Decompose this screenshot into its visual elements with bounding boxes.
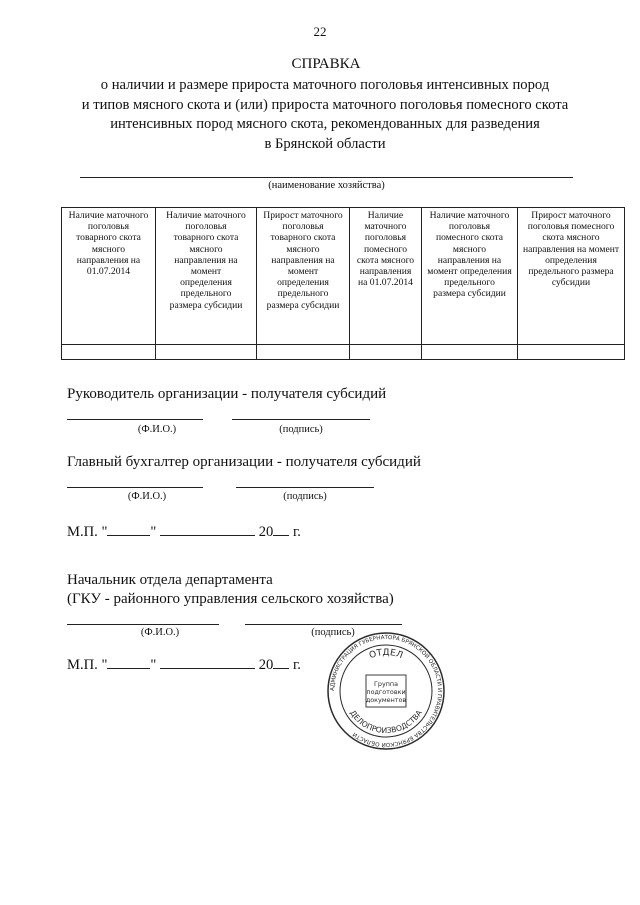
document-subtitle	[60, 76, 590, 154]
accountant-signature-line[interactable]	[236, 487, 374, 488]
stamp-center-line: подготовки	[366, 688, 406, 696]
subtitle-line: о наличии и размере прироста маточного поголовья интенсивных пород	[100, 77, 550, 93]
stamp-center-line: Группа	[373, 680, 399, 688]
page-number: 22	[313, 24, 327, 39]
accountant-signature-caption: (подпись)	[283, 491, 327, 502]
month-blank[interactable]	[160, 521, 255, 536]
stamp-center-line: документов	[365, 696, 407, 704]
table-cell[interactable]	[156, 345, 257, 360]
column-header: Наличие маточного поголовья товарного скота мясного направления на 01.07.2014	[62, 208, 156, 345]
day-blank[interactable]	[107, 654, 150, 669]
data-table	[61, 207, 625, 360]
mp-suffix: г.	[292, 657, 301, 673]
head-fio-caption: (Ф.И.О.)	[137, 424, 177, 435]
stamp-date-line	[67, 521, 301, 541]
dept-signature-line[interactable]	[245, 624, 402, 625]
table-cell[interactable]	[350, 345, 422, 360]
mp-year: 20	[258, 524, 274, 540]
stamp-date-line	[67, 654, 301, 674]
dept-fio-line[interactable]	[67, 624, 219, 625]
column-header: Наличие маточного поголовья помесного скота мясного направления на 01.07.2014	[350, 208, 422, 345]
accountant-fio-line[interactable]	[67, 487, 203, 488]
subtitle-line: и типов мясного скота и (или) прироста маточного поголовья помесного скота	[81, 96, 569, 113]
official-stamp	[326, 631, 446, 751]
head-label: Руководитель организации - получателя субсидий	[67, 386, 387, 402]
document-title: СПРАВКА	[291, 56, 361, 72]
column-header: Прирост маточного поголовья товарного скота мясного направления на момент определения предельного размера субсидии	[257, 208, 350, 345]
accountant-fio-caption: (Ф.И.О.)	[127, 491, 167, 502]
farm-name-line	[80, 177, 573, 178]
table-cell[interactable]	[257, 345, 350, 360]
table-row	[62, 345, 625, 360]
table-cell[interactable]	[62, 345, 156, 360]
column-header: Наличие маточного поголовья помесного скота мясного направления на момент определения предельного размера субсидии	[422, 208, 518, 345]
dept-signature-caption: (подпись)	[311, 627, 355, 638]
mp-suffix: г.	[292, 524, 301, 540]
head-signature-line[interactable]	[232, 419, 370, 420]
stamp-top-text: ОТДЕЛ	[368, 647, 404, 662]
dept-label-line2: (ГКУ - районного управления сельского хозяйства)	[67, 591, 394, 607]
accountant-label: Главный бухгалтер организации - получателя субсидий	[67, 454, 421, 470]
subtitle-line: в Брянской области	[264, 135, 386, 152]
mp-prefix: М.П. "	[67, 657, 108, 673]
mp-mid: "	[150, 524, 157, 540]
subtitle-line: интенсивных пород мясного скота, рекомендованных для разведения	[110, 116, 540, 132]
dept-fio-caption: (Ф.И.О.)	[140, 627, 180, 638]
stamp-ring-text: АДМИНИСТРАЦИЯ ГУБЕРНАТОРА БРЯНСКОЙ ОБЛАСТИ И ПРАВИТЕЛЬСТВА БРЯНСКОЙ ОБЛАСТИ	[329, 634, 443, 748]
dept-label-line1: Начальник отдела департамента	[67, 572, 273, 588]
stamp-bottom-text: ДЕЛОПРОИЗВОДСТВА	[348, 708, 424, 736]
column-header: Наличие маточного поголовья товарного скота мясного направления на момент определения предельного размера субсидии	[156, 208, 257, 345]
column-header: Прирост маточного поголовья помесного скота мясного направления на момент определения предельного размера субсидии	[518, 208, 625, 345]
mp-prefix: М.П. "	[67, 524, 108, 540]
table-header-row	[62, 208, 625, 345]
farm-name-caption: (наименование хозяйства)	[268, 180, 385, 191]
mp-mid: "	[150, 657, 157, 673]
table-cell[interactable]	[422, 345, 518, 360]
year-blank[interactable]	[273, 521, 289, 536]
year-blank[interactable]	[273, 654, 289, 669]
head-fio-line[interactable]	[67, 419, 203, 420]
mp-year: 20	[258, 657, 274, 673]
table-cell[interactable]	[518, 345, 625, 360]
month-blank[interactable]	[160, 654, 255, 669]
day-blank[interactable]	[107, 521, 150, 536]
head-signature-caption: (подпись)	[279, 424, 323, 435]
